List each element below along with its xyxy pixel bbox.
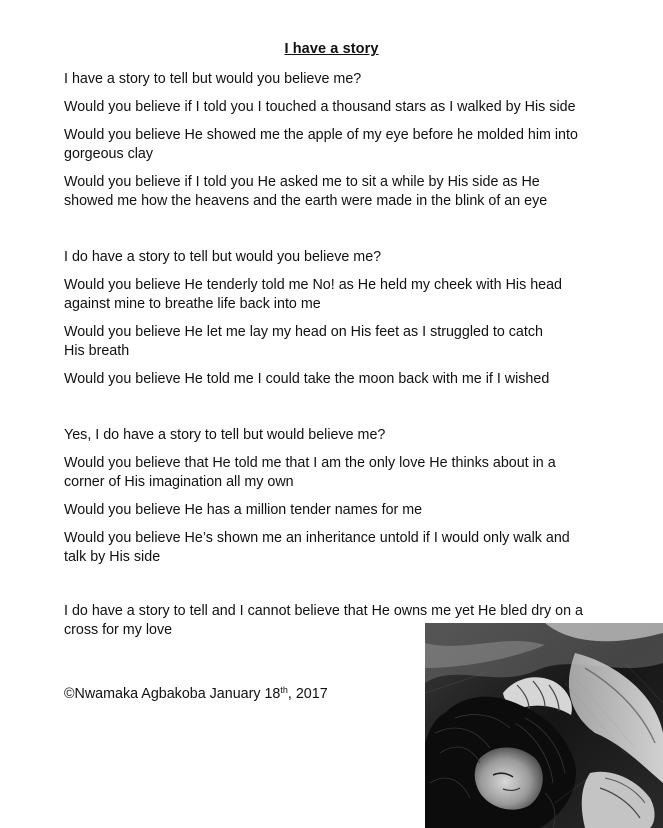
copyright-signature [64, 681, 328, 704]
poem-line: I have a story to tell but would you believe me? [64, 71, 362, 87]
poem-line: Would you believe that He told me that I am the only love He thinks about in a corner of His imagination all my own [64, 455, 556, 490]
signature-year: , 2017 [287, 686, 328, 702]
embrace-sketch-image [425, 623, 663, 828]
stanza-break [64, 220, 624, 248]
poem-line: Would you believe He tenderly told me No! as He held my cheek with His head against mine to breathe life back into me [64, 277, 562, 312]
stanza-break [64, 398, 624, 426]
date-ordinal-suffix: th [280, 685, 288, 695]
stanza-break [64, 576, 624, 602]
poem-line: Would you believe He told me I could take the moon back with me if I wished [64, 371, 550, 387]
poem-line: Would you believe He has a million tender names for me [64, 502, 423, 518]
poem-line: Would you believe He let me lay my head on His feet as I struggled to catch His breath [64, 324, 543, 359]
signature-text: ©Nwamaka Agbakoba January 18 [64, 686, 281, 702]
poem-title: I have a story [284, 41, 379, 57]
sketch-illustration [425, 623, 663, 828]
poem-body [64, 70, 624, 649]
poem-line: Yes, I do have a story to tell but would believe me? [64, 427, 386, 443]
poem-line: Would you believe He showed me the apple of my eye before he molded him into gorgeous clay [64, 127, 578, 162]
poem-line: I do have a story to tell but would you believe me? [64, 249, 382, 265]
poem-line: Would you believe if I told you I touched a thousand stars as I walked by His side [64, 99, 576, 115]
poem-line: Would you believe He’s shown me an inheritance untold if I would only walk and talk by His side [64, 530, 570, 565]
poem-line: I do have a story to tell and I cannot believe that He owns me yet He bled dry on a cross for my love [64, 603, 583, 638]
poem-line: Would you believe if I told you He asked me to sit a while by His side as He showed me how the heavens and the earth were made in the blink of an eye [64, 174, 548, 209]
